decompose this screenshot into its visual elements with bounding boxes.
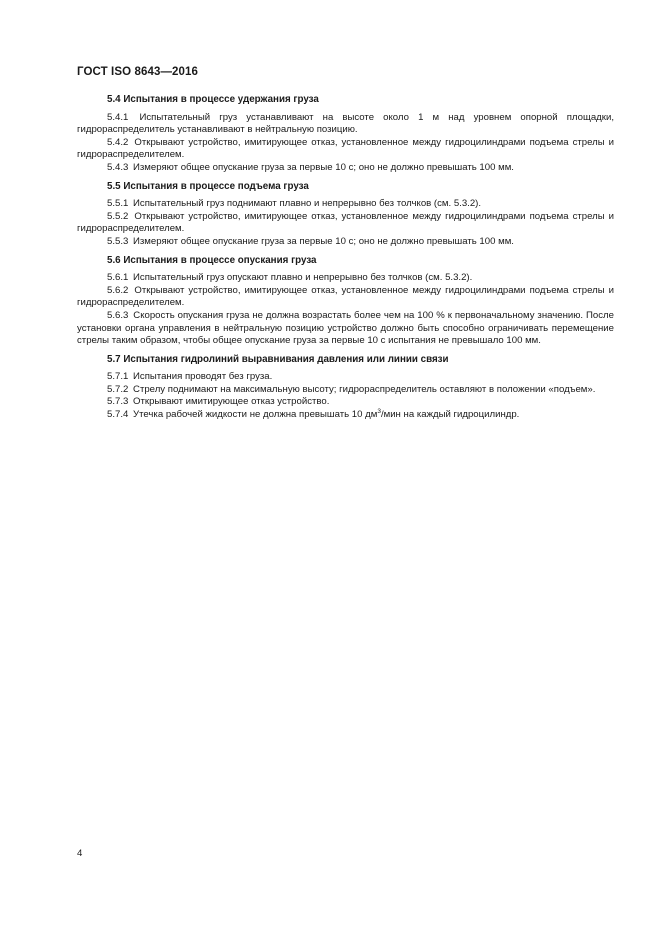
- clause-5-4-3: [77, 162, 614, 175]
- clause-text-continued: /мин на каждый гидроцилиндр.: [380, 409, 520, 421]
- clause-5-5-3: [77, 236, 614, 249]
- section-title: 5.5 Испытания в процессе подъема груза: [107, 180, 309, 192]
- clause-number: 5.6.2: [107, 284, 129, 296]
- section-5-6: [77, 255, 614, 348]
- document-id-header: ГОСТ ISO 8643—2016: [77, 66, 199, 78]
- section-5-5: [77, 181, 614, 249]
- section-5-7: [77, 354, 614, 422]
- clause-5-7-2: [77, 384, 614, 397]
- clause-5-7-4: [77, 409, 614, 422]
- section-title: 5.6 Испытания в процессе опускания груза: [107, 254, 317, 266]
- clause-text: Открывают устройство, имитирующее отказ, установленное между гидроцилиндрами подъема стрелы и гидрораспределителем.: [77, 284, 615, 309]
- clause-number: 5.5.1: [107, 198, 129, 210]
- clause-number: 5.7.3: [107, 396, 129, 408]
- clause-text: Стрелу поднимают на максимальную высоту; гидрораспределитель оставляют в положении «подъем».: [133, 383, 596, 395]
- clause-5-6-2: [77, 285, 614, 310]
- clause-5-6-3: [77, 310, 614, 348]
- clause-number: 5.4.2: [107, 136, 129, 148]
- clause-text: Измеряют общее опускание груза за первые 10 с; оно не должно превышать 100 мм.: [133, 161, 514, 173]
- section-title: 5.4 Испытания в процессе удержания груза: [107, 94, 319, 105]
- clause-number: 5.6.3: [107, 309, 129, 321]
- clause-number: 5.4.3: [107, 161, 129, 173]
- clause-text: Открывают устройство, имитирующее отказ, установленное между гидроцилиндрами подъема стрелы и гидрораспределителем.: [77, 136, 615, 161]
- section-title: 5.7 Испытания гидролиний выравнивания давления или линии связи: [107, 353, 449, 365]
- clause-text: Испытательный груз опускают плавно и непрерывно без толчков (см. 5.3.2).: [133, 272, 473, 284]
- clause-5-7-1: [77, 371, 614, 384]
- clause-5-4-2: [77, 137, 614, 162]
- clause-number: 5.4.1: [107, 111, 129, 123]
- clause-text: Скорость опускания груза не должна возрастать более чем на 100 % к первоначальному значению. После установки органа управления в нейтральную позицию устройство должно быть способно ограничивать перемещение стрелы таким образом, чтобы общее опускание груза за первые 10 с испытания не превышало 100 мм.: [77, 309, 614, 347]
- clause-5-4-1: [77, 112, 614, 137]
- document-body: [77, 94, 614, 428]
- clause-number: 5.7.4: [107, 409, 129, 421]
- clause-text: Открывают устройство, имитирующее отказ, установленное между гидроцилиндрами подъема стрелы и гидрораспределителем.: [77, 210, 615, 235]
- clause-5-5-2: [77, 211, 614, 236]
- clause-text: Испытательный груз поднимают плавно и непрерывно без толчков (см. 5.3.2).: [133, 198, 482, 210]
- clause-5-7-3: [77, 396, 614, 409]
- section-5-4: [77, 94, 614, 175]
- clause-text: Измеряют общее опускание груза за первые 10 с; оно не должно превышать 100 мм.: [133, 235, 514, 247]
- clause-number: 5.5.3: [107, 235, 129, 247]
- page-number: 4: [77, 848, 83, 859]
- clause-5-5-1: [77, 198, 614, 211]
- clause-text: Открывают имитирующее отказ устройство.: [133, 396, 330, 408]
- clause-number: 5.7.1: [107, 371, 129, 383]
- clause-text: Утечка рабочей жидкости не должна превышать 10 дм: [133, 409, 378, 421]
- clause-5-6-1: [77, 272, 614, 285]
- clause-text: Испытательный груз устанавливают на высоте около 1 м над уровнем опорной площадки, гидрораспределитель устанавливают в нейтральную позицию.: [77, 111, 615, 136]
- clause-text: Испытания проводят без груза.: [133, 371, 273, 383]
- clause-number: 5.7.2: [107, 383, 129, 395]
- clause-number: 5.5.2: [107, 210, 129, 222]
- clause-number: 5.6.1: [107, 272, 129, 284]
- superscript-exponent: 3: [377, 408, 381, 416]
